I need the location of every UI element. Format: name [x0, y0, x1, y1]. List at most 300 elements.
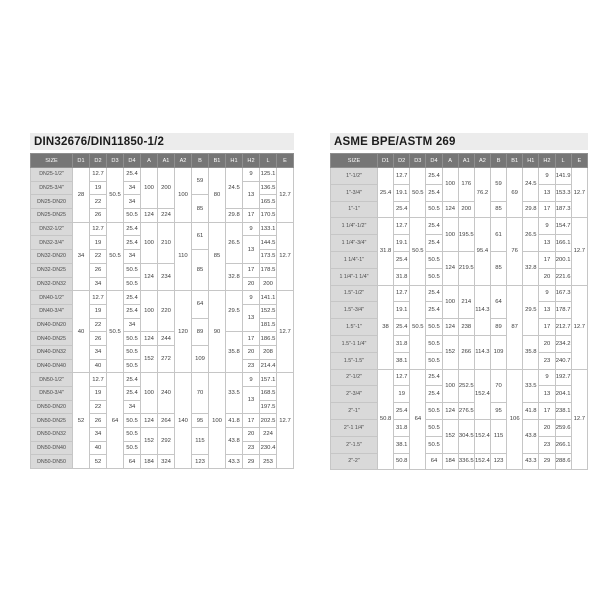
table-cell: 204.1 — [555, 386, 571, 403]
table-cell: 19 — [90, 304, 107, 318]
table-cell: 40 — [90, 441, 107, 455]
table-cell: 110 — [175, 222, 192, 290]
table-cell: 25.4 — [394, 251, 410, 268]
table-cell: 109 — [192, 345, 209, 372]
table-cell: 50.5 — [124, 428, 141, 442]
table-cell: 26 — [90, 332, 107, 346]
table-cell: 64 — [192, 291, 209, 318]
table-cell: 115 — [490, 419, 506, 453]
table-cell: 50.5 — [124, 359, 141, 373]
table-cell: 13 — [539, 302, 555, 319]
asme-table-header — [331, 154, 588, 168]
asme-table — [330, 153, 588, 470]
table-cell: 22 — [90, 250, 107, 264]
row-label: 1"-3/4" — [331, 184, 378, 201]
table-cell: 124 — [141, 263, 158, 290]
table-cell: 100 — [442, 168, 458, 202]
row-label: DN40-3/4" — [31, 304, 73, 318]
table-cell: 34 — [90, 428, 107, 442]
table-cell: 173.5 — [260, 250, 277, 264]
table-cell: 25.4 — [426, 235, 442, 252]
table-cell: 31.8 — [394, 268, 410, 285]
column-header-b1: B1 — [209, 154, 226, 168]
table-cell: 106 — [507, 369, 523, 470]
row-label: DN50-DN25 — [31, 414, 73, 428]
table-cell: 26 — [90, 414, 107, 428]
table-cell: 240.7 — [555, 352, 571, 369]
column-header-e: E — [277, 154, 294, 168]
table-cell: 33.5 — [523, 369, 539, 403]
table-cell: 34 — [124, 181, 141, 195]
table-cell: 50.5 — [124, 332, 141, 346]
table-cell: 20 — [243, 345, 260, 359]
table-cell: 220 — [158, 291, 175, 332]
table-cell: 153.3 — [555, 184, 571, 201]
table-row — [331, 319, 588, 336]
table-cell: 25.4 — [394, 201, 410, 218]
table-cell: 34 — [90, 277, 107, 291]
table-cell: 25.4 — [426, 369, 442, 386]
table-row — [331, 335, 588, 352]
table-cell: 25.4 — [426, 285, 442, 302]
row-label: DN40-DN40 — [31, 359, 73, 373]
table-cell: 224 — [260, 428, 277, 442]
table-cell: 34 — [73, 222, 90, 290]
table-row — [331, 453, 588, 470]
table-cell: 186.5 — [260, 332, 277, 346]
table-cell: 166.1 — [555, 235, 571, 252]
table-cell: 12.7 — [571, 218, 587, 285]
column-header-h1: H1 — [226, 154, 243, 168]
row-label: 1 1/4"-1/2" — [331, 218, 378, 235]
table-cell: 61 — [490, 218, 506, 252]
table-cell: 26 — [90, 209, 107, 223]
column-header-d1: D1 — [73, 154, 90, 168]
table-row — [331, 419, 588, 436]
table-cell: 43.3 — [523, 453, 539, 470]
table-row — [31, 414, 294, 428]
table-cell: 272 — [158, 345, 175, 372]
din-table-header — [31, 154, 294, 168]
table-cell: 100 — [442, 285, 458, 319]
table-cell: 140 — [175, 373, 192, 469]
table-cell: 266 — [458, 335, 474, 369]
table-cell: 90 — [209, 291, 226, 373]
row-label: 1 1/4"-3/4" — [331, 235, 378, 252]
table-cell: 12.7 — [277, 222, 294, 290]
column-header-b: B — [192, 154, 209, 168]
table-cell: 25.4 — [124, 373, 141, 387]
table-cell: 12.7 — [277, 373, 294, 469]
row-label: 2"-1.5" — [331, 436, 378, 453]
table-cell: 12.7 — [90, 291, 107, 305]
table-cell: 50.5 — [426, 419, 442, 436]
row-label: DN25-3/4" — [31, 181, 73, 195]
table-cell: 85 — [209, 222, 226, 290]
table-cell: 50.5 — [426, 436, 442, 453]
column-header-d3: D3 — [107, 154, 124, 168]
table-cell: 31.8 — [394, 335, 410, 352]
table-cell: 123 — [192, 455, 209, 469]
table-cell: 38.1 — [394, 436, 410, 453]
table-cell: 50.5 — [410, 218, 426, 285]
table-cell: 238.1 — [555, 403, 571, 420]
table-cell: 230.4 — [260, 441, 277, 455]
table-cell: 25.4 — [378, 168, 394, 218]
column-header-d2: D2 — [90, 154, 107, 168]
table-cell: 50.5 — [426, 251, 442, 268]
table-cell: 224 — [158, 209, 175, 223]
table-cell: 64 — [426, 453, 442, 470]
row-label: 1.5"-1/2" — [331, 285, 378, 302]
table-cell: 25.4 — [426, 168, 442, 185]
table-cell: 87 — [507, 285, 523, 369]
table-cell: 184 — [141, 455, 158, 469]
table-cell: 69 — [507, 168, 523, 218]
table-cell: 85 — [192, 250, 209, 291]
table-cell: 25.4 — [394, 403, 410, 420]
table-cell: 12.7 — [571, 168, 587, 218]
table-cell: 26 — [90, 263, 107, 277]
table-cell: 12.7 — [571, 285, 587, 369]
table-cell: 25.4 — [426, 184, 442, 201]
table-cell: 9 — [539, 168, 555, 185]
table-cell: 50.5 — [107, 168, 124, 223]
table-cell: 100 — [141, 222, 158, 263]
table-cell: 64 — [107, 373, 124, 469]
table-cell: 12.7 — [90, 168, 107, 182]
table-cell: 20 — [243, 428, 260, 442]
table-cell: 85 — [192, 195, 209, 222]
table-cell: 12.7 — [394, 168, 410, 185]
table-cell: 152 — [442, 419, 458, 453]
table-cell: 50.5 — [426, 403, 442, 420]
table-cell: 61 — [192, 222, 209, 249]
table-cell: 195.5 — [458, 218, 474, 252]
table-cell: 80 — [209, 168, 226, 223]
table-cell: 115 — [192, 428, 209, 455]
table-row — [331, 285, 588, 302]
table-cell: 89 — [490, 319, 506, 336]
table-cell: 59 — [192, 168, 209, 195]
row-label: DN50-DN20 — [31, 400, 73, 414]
table-cell: 259.6 — [555, 419, 571, 436]
table-cell: 152.4 — [474, 419, 490, 453]
table-cell: 50.5 — [124, 345, 141, 359]
table-cell: 50.5 — [426, 201, 442, 218]
table-cell: 17 — [243, 263, 260, 277]
table-cell: 25.4 — [124, 222, 141, 236]
table-cell: 17 — [243, 332, 260, 346]
table-cell: 19.1 — [394, 235, 410, 252]
table-cell: 124 — [141, 414, 158, 428]
column-header-d4: D4 — [426, 154, 442, 168]
column-header-l: L — [555, 154, 571, 168]
row-label: DN32-1/2" — [31, 222, 73, 236]
table-cell: 26.5 — [226, 222, 243, 263]
row-label: 2"-1/2" — [331, 369, 378, 386]
table-cell: 12.7 — [571, 369, 587, 470]
table-cell: 100 — [141, 291, 158, 332]
column-header-b: B — [490, 154, 506, 168]
table-cell: 20 — [539, 419, 555, 436]
row-label: 1"-1" — [331, 201, 378, 218]
row-label: DN25-1/2" — [31, 168, 73, 182]
table-cell: 19 — [394, 386, 410, 403]
table-cell: 133.1 — [260, 222, 277, 236]
table-cell: 12.7 — [90, 373, 107, 387]
table-cell: 29 — [539, 453, 555, 470]
row-label: DN50-DN50 — [31, 455, 73, 469]
table-cell: 141.9 — [555, 168, 571, 185]
row-label: DN32-3/4" — [31, 236, 73, 250]
table-cell: 85 — [490, 201, 506, 218]
din-table — [30, 153, 294, 469]
column-header-size: SIZE — [331, 154, 378, 168]
table-cell: 34 — [124, 195, 141, 209]
table-cell: 187.3 — [555, 201, 571, 218]
table-cell: 50.5 — [124, 263, 141, 277]
table-cell: 219.5 — [458, 251, 474, 285]
din-table-body — [31, 168, 294, 469]
table-cell: 29.5 — [523, 285, 539, 335]
table-row — [31, 209, 294, 223]
table-cell: 35.8 — [226, 332, 243, 373]
table-cell: 100 — [141, 168, 158, 209]
table-cell: 17 — [243, 414, 260, 428]
table-cell: 100 — [209, 373, 226, 469]
table-cell: 165.5 — [260, 195, 277, 209]
table-cell: 40 — [90, 359, 107, 373]
table-cell: 43.8 — [226, 428, 243, 455]
table-cell: 25.4 — [124, 387, 141, 401]
table-cell: 85 — [490, 251, 506, 285]
table-cell: 288.6 — [555, 453, 571, 470]
table-cell: 114.3 — [474, 285, 490, 335]
table-cell: 25.4 — [124, 304, 141, 318]
table-cell: 13 — [539, 235, 555, 252]
table-cell: 34 — [124, 318, 141, 332]
table-cell: 12.7 — [394, 369, 410, 386]
table-cell: 234.2 — [555, 335, 571, 352]
table-row — [31, 345, 294, 359]
table-cell: 253 — [260, 455, 277, 469]
table-cell: 200.1 — [555, 251, 571, 268]
column-header-e: E — [571, 154, 587, 168]
table-cell: 9 — [243, 168, 260, 182]
table-cell: 124 — [442, 319, 458, 336]
table-cell: 40 — [73, 291, 90, 373]
table-cell: 214.4 — [260, 359, 277, 373]
row-label: 2"-2" — [331, 453, 378, 470]
table-cell: 19 — [90, 387, 107, 401]
table-cell: 200 — [458, 201, 474, 218]
table-cell: 9 — [243, 291, 260, 305]
table-cell: 43.8 — [523, 419, 539, 453]
table-cell: 100 — [442, 218, 458, 252]
table-cell: 29 — [243, 455, 260, 469]
table-cell: 70 — [192, 373, 209, 414]
table-cell: 13 — [243, 387, 260, 414]
column-header-h2: H2 — [539, 154, 555, 168]
table-cell: 221.6 — [555, 268, 571, 285]
table-cell: 208 — [260, 345, 277, 359]
table-cell: 50.5 — [410, 285, 426, 369]
table-cell: 12.7 — [277, 168, 294, 223]
table-row — [331, 218, 588, 235]
row-label: DN32-DN32 — [31, 277, 73, 291]
table-cell: 214 — [458, 285, 474, 319]
table-cell: 19.1 — [394, 302, 410, 319]
table-cell: 154.7 — [555, 218, 571, 235]
table-cell: 124 — [442, 251, 458, 285]
table-row — [31, 373, 294, 387]
table-cell: 212.7 — [555, 319, 571, 336]
table-cell: 25.4 — [394, 319, 410, 336]
table-cell: 266.1 — [555, 436, 571, 453]
table-cell: 13 — [539, 386, 555, 403]
table-cell: 100 — [442, 369, 458, 403]
table-cell: 50.5 — [124, 414, 141, 428]
table-cell: 25.4 — [426, 218, 442, 235]
table-cell: 9 — [539, 369, 555, 386]
table-row — [31, 428, 294, 442]
table-cell: 100 — [141, 373, 158, 414]
table-cell: 12.7 — [277, 291, 294, 373]
table-cell: 170.5 — [260, 209, 277, 223]
table-cell: 25.4 — [124, 236, 141, 250]
table-cell: 238 — [458, 319, 474, 336]
table-row — [331, 369, 588, 386]
table-cell: 264 — [158, 414, 175, 428]
table-cell: 25.4 — [124, 168, 141, 182]
table-cell: 17 — [539, 251, 555, 268]
table-cell: 120 — [175, 291, 192, 373]
table-cell: 184 — [442, 453, 458, 470]
table-cell: 19 — [90, 181, 107, 195]
column-header-h1: H1 — [523, 154, 539, 168]
table-cell: 50.8 — [394, 453, 410, 470]
table-cell: 17 — [539, 319, 555, 336]
table-cell: 125.1 — [260, 168, 277, 182]
table-cell: 124 — [141, 332, 158, 346]
table-cell: 50.5 — [426, 352, 442, 369]
table-cell: 181.5 — [260, 318, 277, 332]
table-cell: 292 — [158, 428, 175, 455]
table-cell: 109 — [490, 335, 506, 369]
table-cell: 123 — [490, 453, 506, 470]
table-cell: 152 — [442, 335, 458, 369]
table-cell: 33.5 — [226, 373, 243, 414]
row-label: 1 1/4"-1" — [331, 251, 378, 268]
table-cell: 200 — [158, 168, 175, 209]
row-label: DN50-1/2" — [31, 373, 73, 387]
table-row — [31, 291, 294, 305]
table-title-asme: ASME BPE/ASTM 269 — [330, 133, 588, 150]
table-cell: 23 — [243, 441, 260, 455]
row-label: DN50-3/4" — [31, 387, 73, 401]
table-cell: 50.5 — [426, 319, 442, 336]
table-cell: 32.8 — [226, 263, 243, 290]
table-cell: 76 — [507, 218, 523, 285]
table-cell: 22 — [90, 318, 107, 332]
table-cell: 17 — [243, 209, 260, 223]
table-cell: 178.7 — [555, 302, 571, 319]
table-cell: 25.4 — [426, 386, 442, 403]
table-cell: 9 — [243, 222, 260, 236]
table-row — [31, 222, 294, 236]
row-label: 1"-1/2" — [331, 168, 378, 185]
table-cell: 20 — [243, 277, 260, 291]
table-cell: 19 — [90, 236, 107, 250]
table-cell: 23 — [539, 352, 555, 369]
table-cell: 210 — [158, 222, 175, 263]
table-cell: 35.8 — [523, 335, 539, 369]
column-header-a2: A2 — [474, 154, 490, 168]
table-cell: 64 — [490, 285, 506, 319]
column-header-h2: H2 — [243, 154, 260, 168]
table-cell: 50.5 — [426, 268, 442, 285]
row-label: DN40-DN25 — [31, 332, 73, 346]
table-cell: 50.5 — [124, 277, 141, 291]
table-cell: 13 — [243, 236, 260, 263]
table-cell: 234 — [158, 263, 175, 290]
row-label: DN32-DN25 — [31, 263, 73, 277]
table-cell: 64 — [124, 455, 141, 469]
table-row — [331, 403, 588, 420]
row-label: 1.5"-1.5" — [331, 352, 378, 369]
table-cell: 12.7 — [90, 222, 107, 236]
table-cell: 152 — [141, 345, 158, 372]
table-cell: 29.8 — [226, 209, 243, 223]
column-header-a1: A1 — [158, 154, 175, 168]
table-cell: 50.5 — [124, 209, 141, 223]
table-cell: 200 — [260, 277, 277, 291]
table-cell: 50.5 — [426, 335, 442, 352]
row-label: DN25-DN20 — [31, 195, 73, 209]
column-header-size: SIZE — [31, 154, 73, 168]
table-cell: 22 — [90, 400, 107, 414]
column-header-d3: D3 — [410, 154, 426, 168]
table-cell: 141.1 — [260, 291, 277, 305]
table-cell: 76.2 — [474, 168, 490, 218]
column-header-l: L — [260, 154, 277, 168]
column-header-a1: A1 — [458, 154, 474, 168]
table-cell: 124 — [141, 209, 158, 223]
table-cell: 192.7 — [555, 369, 571, 386]
table-row — [331, 201, 588, 218]
table-cell: 13 — [243, 304, 260, 331]
table-cell: 41.8 — [523, 403, 539, 420]
table-cell: 32.8 — [523, 251, 539, 285]
table-cell: 23 — [539, 436, 555, 453]
table-cell: 31.8 — [394, 419, 410, 436]
table-cell: 167.3 — [555, 285, 571, 302]
table-cell: 50.5 — [107, 291, 124, 373]
table-cell: 25.4 — [426, 302, 442, 319]
table-cell: 64 — [410, 369, 426, 470]
table-cell: 34 — [124, 400, 141, 414]
row-label: 2"-1 1/4" — [331, 419, 378, 436]
table-cell: 20 — [539, 335, 555, 352]
table-cell: 17 — [539, 403, 555, 420]
table-cell: 24.5 — [226, 168, 243, 209]
table-cell: 12.7 — [394, 218, 410, 235]
table-cell: 197.5 — [260, 400, 277, 414]
row-label: DN40-DN20 — [31, 318, 73, 332]
column-header-a: A — [141, 154, 158, 168]
table-cell: 20 — [539, 268, 555, 285]
